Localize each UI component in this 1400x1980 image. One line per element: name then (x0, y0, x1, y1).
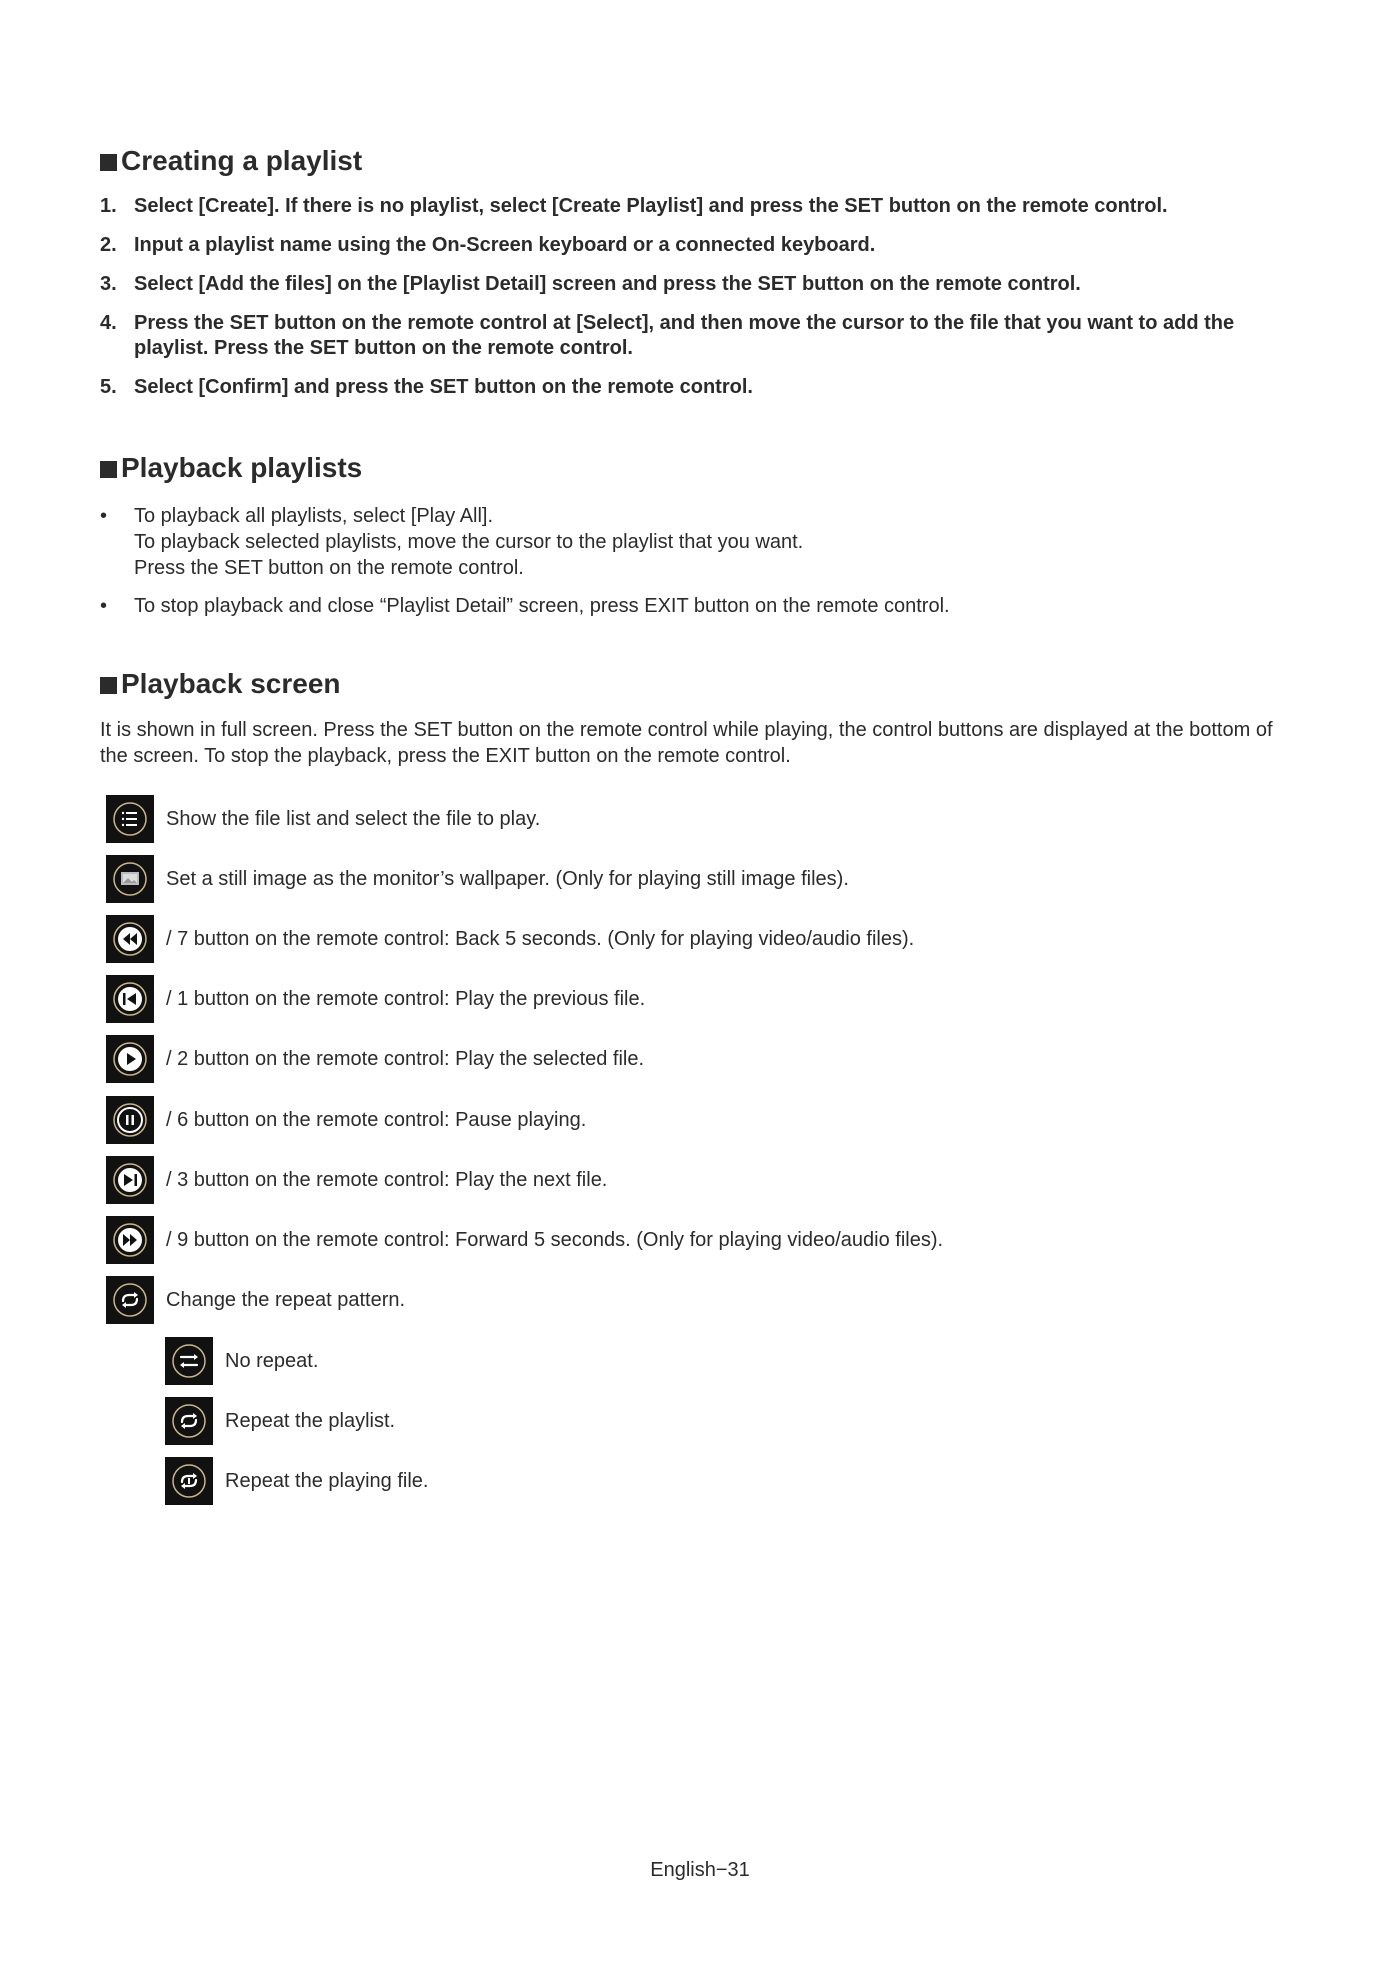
repeat-mode-row: Repeat the playing file. (165, 1457, 428, 1505)
fast-forward-icon (106, 1216, 154, 1264)
control-row: / 2 button on the remote control: Play the selected file. (106, 1035, 644, 1083)
pause-icon (106, 1096, 154, 1144)
control-row: Change the repeat pattern. (106, 1276, 405, 1324)
list-item: 2. Input a playlist name using the On-Screen keyboard or a connected keyboard. (100, 234, 876, 256)
repeat-file-icon (165, 1457, 213, 1505)
creating-playlist-heading: Creating a playlist (100, 145, 362, 177)
previous-icon (106, 975, 154, 1023)
playback-playlists-list (100, 503, 1310, 631)
repeat-mode-row: Repeat the playlist. (165, 1397, 395, 1445)
list-item: • To playback all playlists, select [Play All]. To playback selected playlists, move the cursor to the playlist that you want. Press the SET button on the remote control. (100, 505, 804, 579)
repeat-mode-row: No repeat. (165, 1337, 318, 1385)
control-row: / 6 button on the remote control: Pause playing. (106, 1096, 586, 1144)
play-icon (106, 1035, 154, 1083)
control-row: / 7 button on the remote control: Back 5 seconds. (Only for playing video/audio files). (106, 915, 914, 963)
rewind-icon (106, 915, 154, 963)
list-item: 5. Select [Confirm] and press the SET button on the remote control. (100, 376, 753, 398)
control-row: / 9 button on the remote control: Forward 5 seconds. (Only for playing video/audio files). (106, 1216, 943, 1264)
control-row: Set a still image as the monitor’s wallpaper. (Only for playing still image files). (106, 855, 849, 903)
wallpaper-icon (106, 855, 154, 903)
heading-square-icon (100, 154, 117, 171)
control-row: Show the file list and select the file to play. (106, 795, 540, 843)
heading-square-icon (100, 677, 117, 694)
control-row: / 3 button on the remote control: Play the next file. (106, 1156, 607, 1204)
list-item: • To stop playback and close “Playlist Detail” screen, press EXIT button on the remote control. (100, 595, 950, 617)
no-repeat-icon (165, 1337, 213, 1385)
next-icon (106, 1156, 154, 1204)
file-list-icon (106, 795, 154, 843)
playback-screen-heading: Playback screen (100, 668, 341, 700)
list-item: 3. Select [Add the files] on the [Playlist Detail] screen and press the SET button on the remote control. (100, 273, 1081, 295)
list-item: 1. Select [Create]. If there is no playlist, select [Create Playlist] and press the SET button on the remote control. (100, 195, 1168, 217)
control-row: / 1 button on the remote control: Play the previous file. (106, 975, 645, 1023)
playback-playlists-heading: Playback playlists (100, 452, 362, 484)
heading-square-icon (100, 461, 117, 478)
creating-steps-list (100, 194, 1310, 414)
repeat-playlist-icon (165, 1397, 213, 1445)
repeat-icon (106, 1276, 154, 1324)
page-number: English−31 (650, 1859, 750, 1881)
list-item: 4. Press the SET button on the remote control at [Select], and then move the cursor to the file that you want to add the playlist. Press the SET button on the remote control. (100, 312, 1235, 359)
playback-screen-intro: It is shown in full screen. Press the SET button on the remote control while playing, the control buttons are displayed at the bottom of the screen. To stop the playback, press the EXIT button on the remote control. (100, 719, 1273, 767)
